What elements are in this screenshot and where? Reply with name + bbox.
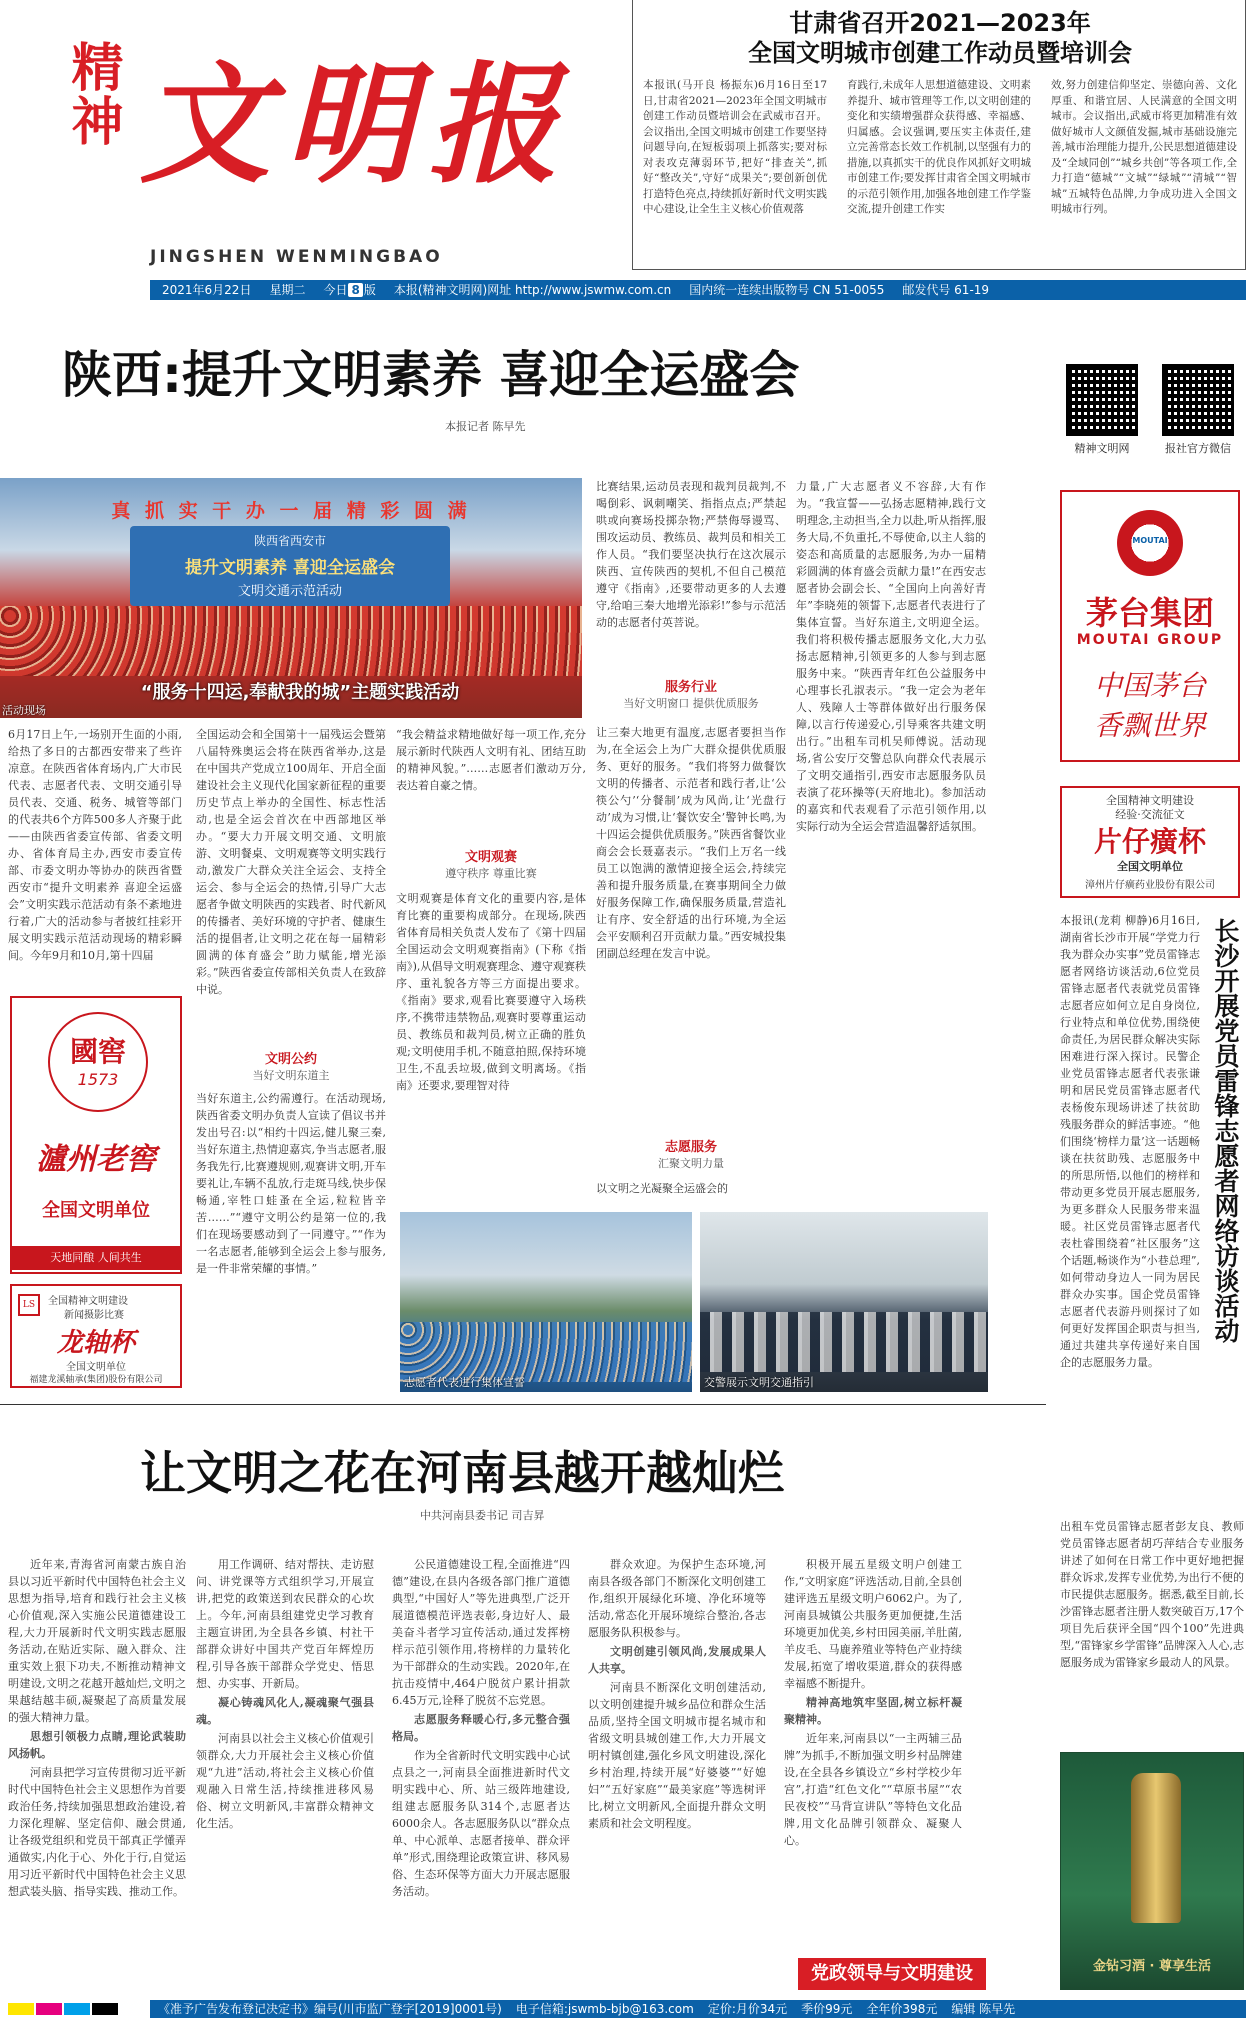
subhead-zhiyuanfuwu-sub: 汇聚文明力量 xyxy=(658,1157,724,1170)
footer-price-year: 全年价398元 xyxy=(866,2002,938,2016)
shaanxi-col4a: 比赛结果,运动员表现和裁判员裁判,不喝倒彩、讽刺嘲笑、指指点点;严禁起哄或向赛场投掷杂物;严禁侮辱谩骂、围攻运动员、教练员、裁判员和相关工作人员。“我们要坚决执行在这次展示陕西、宣传陕西的契机,不但自己模范遵守《指南》,还要带动更多的人去遵守,给咱三秦大地增光添彩!”参与示范活动的志愿者付英菩说。 xyxy=(596,480,786,629)
shaanxi-col5: 力量,广大志愿者义不容辞,大有作为。“我宣誓——弘扬志愿精神,践行文明理念,主动担当,全力以赴,听从指挥,服务大局,不负重托,不辱使命,以主人翁的姿态和高质量的志愿服务,为办一届精彩圆满的体育盛会贡献力量!”在西安志愿者协会副会长、“全国向上向善好青年”李晓苑的领誓下,志愿者代表进行了集体宣誓。当好东道主,文明迎全运。我们将积极传播志愿服务文化,大力弘扬志愿精神,引领更多的人参与到志愿服务中来。“陕西青年红色公益服务中心理事长孔淑表示。“我一定会为老年人、残障人士等群体做好出行服务保障,以言行传递爱心,引导乘客共建文明出行。”出租车司机吴师傅说。活动现场,省公安厅交警总队向群众代表展示了文明交通指引,西安市志愿服务队员表演了花环操等(天府地北)。参加活动的嘉宾和代表观看了示范引领作用,以实际行动为全运会营造温馨舒适氛围。 xyxy=(796,480,986,833)
xijiu-bottle xyxy=(1131,1773,1181,1923)
page-count: 今日 8 版 xyxy=(323,283,376,297)
main-byline: 本报记者 陈早先 xyxy=(445,420,526,433)
pzh-name: 片仔癀杯 xyxy=(1093,825,1206,858)
guojiao-logo-year: 1573 xyxy=(77,1070,119,1089)
date-bar xyxy=(150,280,1246,300)
henan-col2-p2: 河南县以社会主义核心价值观引领群众,大力开展社会主义核心价值观“九进”活动,将社会主义核心价值观融入日常生活,持续推进移风易俗、树立文明新风,丰富群众精神文化生活。 xyxy=(196,1732,374,1830)
section-divider xyxy=(0,1404,1046,1405)
henan-col5-p1: 积极开展五星级文明户创建工作,“文明家庭”评选活动,目前,全县创建评选五星级文明户6062户。为了,河南县城镇公共服务更加便捷,生活环境更加优美,乡村田园美丽,羊肚菌,羊皮毛、马鹿养殖业等特色产业持续发展,拓宽了增收渠道,群众的获得感幸福感不断提升。 xyxy=(784,1558,962,1690)
footer-ad-permit: 《准予广告发布登记决定书》编号(川市监广登字[2019]0001号) xyxy=(158,2002,502,2016)
changsha-text2: 出租车党员雷锋志愿者彭友良、教师党员雷锋志愿者胡巧萍结合专业服务讲述了如何在日常工作中更好地把握群众诉求,发挥专业优势,为出行不便的市民提供志愿服务。据悉,截至目前,长沙雷锋志愿者注册人数突破百万,17个项目先后获评全国“四个100”先进典型,“雷锋家乡学雷锋”品牌深入人心,志愿服务成为雷锋家乡最动人的风景。 xyxy=(1060,1520,1244,1669)
photo-banner-line2: 文明交通示范活动 xyxy=(237,584,342,599)
masthead-title: 文明报 xyxy=(140,48,573,201)
subhead-wenminggongyue-sub: 当好文明东道主 xyxy=(252,1069,330,1082)
xijiu-slogan: 金钻习酒 · 尊享生活 xyxy=(1093,1959,1211,1974)
subhead-wenmingguansai-sub: 遵守秩序 尊重比赛 xyxy=(445,867,537,880)
issue-weekday: 星期二 xyxy=(269,283,306,297)
photo-activity-scene xyxy=(0,478,582,718)
ad-guojiao[interactable] xyxy=(10,996,182,1274)
photo-backdrop xyxy=(130,526,450,606)
qr-website-label: 精神文明网 xyxy=(1074,442,1130,455)
color-registration-bar xyxy=(8,2000,148,2012)
moutai-emblem xyxy=(1117,510,1183,576)
henan-col5 xyxy=(784,1556,962,1946)
masthead-calligraphy: 精神 xyxy=(62,40,123,148)
masthead-pinyin: JINGSHEN WENMINGBAO xyxy=(150,247,443,267)
henan-col4-p1: 群众欢迎。为保护生态环境,河南县各级各部门不断深化文明创建工作,组织开展绿化环境、净化环境等活动,常态化开展环境综合整治,各志愿服务队积极参与。 xyxy=(588,1558,766,1639)
subhead-fuwuhangye-sub: 当好文明窗口 提供优质服务 xyxy=(623,697,759,710)
shaanxi-sub-zhiyuan xyxy=(596,1136,786,1171)
moutai-en: MOUTAI GROUP xyxy=(1076,632,1224,648)
henan-byline: 中共河南县委书记 司吉昇 xyxy=(420,1509,545,1522)
longzhou-unit: 全国文明单位 xyxy=(66,1362,126,1373)
moutai-cn: 茅台集团 xyxy=(1085,594,1214,632)
guojiao-logo xyxy=(48,1012,148,1112)
longzhou-top: 全国精神文明建设 xyxy=(48,1296,128,1307)
henan-col2-p1: 用工作调研、结对帮扶、走访慰问、讲党课等方式组织学习,开展宣讲,把党的政策送到农民群众的心坎上。今年,河南县组建党史学习教育主题宣讲团,为全县各乡镇、村社干部群众讲好中国共产党百年辉煌历程,引导各族干部群众学党史、悟思想、办实事、开新局。 xyxy=(196,1558,374,1690)
henan-col3-sub: 志愿服务释暖心行,多元整合强格局。 xyxy=(392,1713,570,1743)
subhead-wenmingguansai: 文明观赛 xyxy=(464,850,517,865)
henan-col5-sub: 精神高地筑牢坚固,树立标杆凝聚精神。 xyxy=(784,1696,962,1726)
photo-banner-top: 真 抓 实 干 办 一 届 精 彩 圆 满 xyxy=(111,500,471,522)
photo-crowd xyxy=(0,606,582,676)
photo-volunteer-caption: 志愿者代表进行集体宣誓 xyxy=(404,1376,525,1389)
guojiao-logo-text: 國窖 xyxy=(69,1035,126,1068)
henan-col5-p2: 近年来,河南县以“一主两辅三品牌”为抓手,不断加强文明乡村品牌建设,在全县各乡镇设立“乡村学校少年宫”,打造“红色文化”“草原书屋”“农民夜校”“马背宣讲队”等特色文化品牌,用文化品牌引领群众、凝聚人心。 xyxy=(784,1732,962,1847)
henan-col1-sub: 思想引领极力点睛,理论武装助风扬帆。 xyxy=(8,1730,186,1760)
masthead xyxy=(0,0,620,268)
longzhou-name: 龙轴杯 xyxy=(56,1328,135,1358)
footer-email[interactable]: 电子信箱:jswmb-bjb@163.com xyxy=(515,2002,694,2016)
shaanxi-col4c: 以文明之光凝聚全运盛会的 xyxy=(596,1182,728,1195)
footer-price-quarter: 季价99元 xyxy=(801,2002,853,2016)
top-story-headline xyxy=(633,8,1246,68)
footer-price-monthly: 定价:月价34元 xyxy=(707,2002,788,2016)
guojiao-name: 瀘州老窖 xyxy=(36,1142,156,1177)
shaanxi-sub-wenminggongyue xyxy=(196,1048,386,1083)
shaanxi-sub-guansai xyxy=(396,846,586,881)
top-story-headline-line1: 甘肃省召开2021—2023年 xyxy=(789,9,1091,37)
changsha-headline: 长沙开展党员雷锋志愿者网络访谈活动 xyxy=(1211,918,1240,1343)
postal-code: 邮发代号 61-19 xyxy=(902,283,990,297)
henan-col4-p2: 河南县不断深化文明创建活动,以文明创建提升城乡品位和群众生活品质,坚持全国文明城市提名城市和省级文明县城创建工作,大力开展文明村镇创建,强化乡风文明建设,深化乡村治理,持续开展“好婆婆”“好媳妇”“五好家庭”“最美家庭”等选树评比,树立文明新风,全面提升群众文明素质和社会文明程度。 xyxy=(588,1681,766,1830)
pzh-top: 全国精神文明建设 xyxy=(1106,794,1194,807)
page-count-number: 8 xyxy=(348,283,362,297)
shaanxi-col3b: 文明观赛是体育文化的重要内容,是体育比赛的重要构成部分。在现场,陕西省体育局相关负责人发布了《第十四届全国运动会文明观赛指南》(下称《指南》),从倡导文明观赛理念、遵守观赛秩序、重礼貌各方等三方面提出要求。《指南》要求,观看比赛要遵守入场秩序,不携带违禁物品,观赛时要尊重运动员、教练员和裁判员,树立正确的胜负观;文明使用手机,不随意拍照,保持环境卫生,不乱丢垃圾,做到文明离场。《指南》还要求,要理智对待 xyxy=(396,892,586,1092)
longzhou-company: 福建龙溪轴承(集团)股份有限公司 xyxy=(29,1375,163,1385)
photo-slogan: “服务十四运,奉献我的城”主题实践活动 xyxy=(140,682,460,703)
footer-bar xyxy=(150,2000,1246,2018)
photo-banner-line1: 提升文明素养 喜迎全运盛会 xyxy=(185,558,395,578)
henan-col3 xyxy=(392,1556,570,1992)
subhead-fuwuhangye: 服务行业 xyxy=(664,680,717,695)
henan-headline: 让文明之花在河南县越开越灿烂 xyxy=(140,1446,784,1500)
pzh-sub: 全国文明单位 xyxy=(1117,860,1183,873)
moutai-logo-text: MOUTAI xyxy=(1132,536,1168,545)
photo-volunteer-oath xyxy=(400,1212,692,1392)
subhead-zhiyuanfuwu: 志愿服务 xyxy=(664,1140,717,1155)
henan-col2 xyxy=(196,1556,374,1992)
pzh-company: 漳州片仔癀药业股份有限公司 xyxy=(1085,880,1215,891)
photo-traffic-caption: 交警展示文明交通指引 xyxy=(704,1376,814,1389)
longzhou-logo: LS xyxy=(18,1294,40,1316)
top-story-headline-line2: 全国文明城市创建工作动员暨培训会 xyxy=(748,39,1132,67)
top-story-col1: 本报讯(马开良 杨振东)6月16日至17日,甘肃省2021—2023年全国文明城市创建工作动员暨培训会在武威市召开。会议指出,全国文明城市创建工作要坚持问题导向,在短板弱项上抓落实;要对标对表攻克薄弱环节,把好“排查关”,抓好“整改关”,守好“成果关”;要创新创优打造特色亮点,持续抓好新时代文明实践中心建设,让全生主义核心价值观落 xyxy=(643,79,827,215)
photo-caption: 活动现场 xyxy=(2,704,46,717)
photo-banner-title: 陕西省西安市 xyxy=(253,534,326,548)
ad-moutai[interactable] xyxy=(1060,490,1240,762)
photo-traffic-police xyxy=(700,1212,988,1392)
henan-col1-p2: 河南县把学习宣传贯彻习近平新时代中国特色社会主义思想作为首要政治任务,持续加强思想政治建设,着力深化理解、坚定信仰、融会贯通,让各级党组织和党员干部真正学懂弄通做实,内化于心、外化于行,自觉运用习近平新时代中国特色社会主义思想武装头脑、指导实践、推动工作。 xyxy=(8,1766,186,1898)
subhead-wenminggongyue: 文明公约 xyxy=(264,1052,317,1067)
moutai-slogan1: 中国茅台 xyxy=(1093,669,1206,702)
qr-wechat[interactable] xyxy=(1162,364,1234,436)
henan-col3-p1: 公民道德建设工程,全面推进“四德”建设,在县内各级各部门推广道德典型,“中国好人”等先进典型,广泛开展道德模范评选表彰,身边好人、最美奋斗者学习宣传活动,通过发挥榜样示范引领作用,将榜样的力量转化为干部群众的生动实践。2020年,在抗击疫情中,464户脱贫户累计捐款6.45万元,诠释了脱贫不忘党恩。 xyxy=(392,1558,570,1707)
qr-wechat-label: 报社官方微信 xyxy=(1165,442,1231,455)
moutai-slogan2: 香飘世界 xyxy=(1093,709,1206,742)
main-headline: 陕西:提升文明素养 喜迎全运盛会 xyxy=(62,346,800,404)
top-story-box xyxy=(632,0,1246,270)
shaanxi-col4b: 让三秦大地更有温度,志愿者要担当作为,在全运会上为广大群众提供优质服务、更好的服务。“我们将努力做餐饮文明的传播者、示范者和践行者,让‘公筷公勺’‘分餐制’成为风尚,让‘光盘行动’成为习惯,让‘餐饮安全’警钟长鸣,为十四运会提供优质服务。”陕西省餐饮业商会会长聂嘉表示。“我们上万名一线员工以饱满的激情迎接全运会,持续完善和提升服务质量,在赛事期间全力做好服务保障工作,确保服务质量,营造礼让有序、安全舒适的出行环境,为全运会平安顺利召开贡献力量。”西安城投集团副总经理在发言中说。 xyxy=(596,726,786,960)
ad-longzhou[interactable] xyxy=(10,1284,182,1388)
changsha-text1: 本报讯(龙莉 柳静)6月16日,湖南省长沙市开展“学党力行 我为群众办实事”党员雷锋志愿者网络访谈活动,6位党员雷锋志愿者代表就党员雷锋志愿者应如何立足自身岗位,行业特点和单位优势,围绕使命责任,为居民群众解决实际困难进行深入探讨。民警企业党员雷锋志愿者代表张谦明和居民党员雷锋志愿者代表杨俊东现场讲述了扶贫助残服务群众的鲜活事迹。“他们围绕‘榜样力量’这一话题畅谈在扶贫助残、志愿服务中的所思所悟,以他们的榜样和带动更多党员开展志愿服务,为更多群众人民服务带来温暖。社区党员雷锋志愿者代表杜睿围绕着“社区服务”这个话题,畅谈作为“小巷总理”,如何带动身边人一同为居民群众办实事。国企党员雷锋志愿者代表游丹则探讨了如何更好发挥国企职责与担当,通过共建共享传递好来自国企的志愿服务力量。 xyxy=(1060,914,1200,1369)
footer-editor: 编辑 陈早先 xyxy=(951,2002,1016,2016)
shaanxi-col1: 6月17日上午,一场别开生面的小雨,给热了多日的古都西安带来了些许凉意。在陕西省体育场内,广大市民代表、志愿者代表、文明交通引导员代表、交通、税务、城管等部门的代表共6个方阵500多人齐聚于此——由陕西省委宣传部、省委文明办、省体育局主办,西安市委宣传部、市委文明办等协办的陕西省暨西安市“提升文明素养 喜迎全运盛会”文明实践示范活动有条不紊地进行着,广大的活动参与者披红挂彩开展文明实践示范活动现场的精彩瞬间。今年9月和10月,第十四届 xyxy=(8,728,182,962)
ad-xijiu[interactable] xyxy=(1060,1752,1244,1990)
henan-col4 xyxy=(588,1556,766,1992)
shaanxi-col3a: “我会精益求精地做好每一项工作,充分展示新时代陕西人文明有礼、团结互助的精神风貌。”……志愿者们激动万分,表达着自豪之情。 xyxy=(396,728,586,792)
henan-col4-sub: 文明创建引领风尚,发展成果人人共享。 xyxy=(588,1645,766,1675)
guojiao-unit: 全国文明单位 xyxy=(42,1200,150,1221)
issue-date: 2021年6月22日 xyxy=(162,283,252,297)
website-link[interactable]: 本报(精神文明网)网址 http://www.jswmw.com.cn xyxy=(393,283,672,297)
henan-col1 xyxy=(8,1556,186,1992)
shaanxi-col2a: 全国运动会和全国第十一届残运会暨第八届特殊奥运会将在陕西省举办,这是在中国共产党成立100周年、开启全面建设社会主义现代化国家新征程的重要历史节点上举办的全国性、标志性活动,也是全运会首次在中西部地区举办。“要大力开展文明交通、文明旅游、文明餐桌、文明观赛等文明实践行动,激发广大群众关注全运会、支持全运会、参与全运会的热情,引导广大志愿者争做文明陕西的实践者、时代新风的传播者、美好环境的守护者、健康生活的提倡者,让文明之花在每一届精彩圆满的体育盛会”助力赋能,增光添彩。”陕西省委宣传部相关负责人在致辞中说。 xyxy=(196,728,386,996)
top-story-col2: 育践行,未成年人思想道德建设、文明素养提升、城市管理等工作,以文明创建的变化和实绩增强群众获得感、幸福感、归属感。会议强调,要压实主体责任,建立完善常态长效工作机制,以坚强有力的措施,以真抓实干的优良作风抓好文明城市创建工作;要发挥甘肃省全国文明城市的示范引领作用,加强各地创建工作学鉴交流,提升创建工作实 xyxy=(847,79,1031,215)
shaanxi-sub-fuwu xyxy=(596,676,786,711)
henan-section-banner: 党政领导与文明建设 xyxy=(798,1958,986,1990)
cn-number: 国内统一连续出版物号 CN 51-0055 xyxy=(689,283,885,297)
shaanxi-col2b: 当好东道主,公约需遵行。在活动现场,陕西省委文明办负责人宣读了倡议书并发出号召:以“相约十四运,健儿聚三秦,当好东道主,热情迎嘉宾,争当志愿者,服务我先行,比赛遵规则,观赛讲文明,开车要礼让,车辆不乱放,行走斑马线,快步保畅通,宰牲口蛙蚤在全运,粒粒皆辛苦……”“遵守文明公约是第一位的,我们在现场要感动到了一同遵守。”“作为一名志愿者,能够到全运会上参与服务,是一件非常荣耀的事情。” xyxy=(196,1092,386,1275)
top-story-col3: 效,努力创建信仰坚定、崇德向善、文化厚重、和谐宜居、人民满意的全国文明城市。会议指出,武威市将更加精准有效做好城市人文颜值发掘,城市基础设施完善,城市治理能力提升,公民思想道德建设及“全域同创”“城乡共创”等各项工作,全力打造“德城”“文城”“绿城”“清城”“智城”五城特色品牌,力争成功进入全国文明城市行列。 xyxy=(1051,79,1237,215)
qr-wechat-code xyxy=(1162,364,1234,436)
longzhou-top2: 新闻摄影比赛 xyxy=(64,1310,124,1321)
pzh-top2: 经验·交流征文 xyxy=(1115,808,1185,821)
guojiao-tag: 天地同酿 人间共生 xyxy=(12,1246,180,1270)
henan-col2-sub: 凝心铸魂风化人,凝魂聚气强县魂。 xyxy=(196,1696,374,1726)
ad-pianzihuang[interactable] xyxy=(1060,786,1240,898)
qr-website-code xyxy=(1066,364,1138,436)
qr-website[interactable] xyxy=(1066,364,1138,436)
henan-col3-p2: 作为全省新时代文明实践中心试点县之一,河南县全面推进新时代文明实践中心、所、站三级阵地建设,组建志愿服务队314个,志愿者达6000余人。各志愿服务队以“群众点单、中心派单、志愿者接单、群众评单”形式,围绕理论政策宣讲、移风易俗、生态环保等方面大力开展志愿服务活动。 xyxy=(392,1749,570,1898)
henan-col1-p1: 近年来,青海省河南蒙古族自治县以习近平新时代中国特色社会主义思想为指导,培育和践行社会主义核心价值观,深入实施公民道德建设工程,大力开展新时代文明实践志愿服务活动,在贴近实际、融入群众、注重实效上狠下功夫,不断推动精神文明建设,文明之花越开越灿烂,文明之果越结越丰硕,凝聚起了高质量发展的强大精神力量。 xyxy=(8,1558,186,1724)
